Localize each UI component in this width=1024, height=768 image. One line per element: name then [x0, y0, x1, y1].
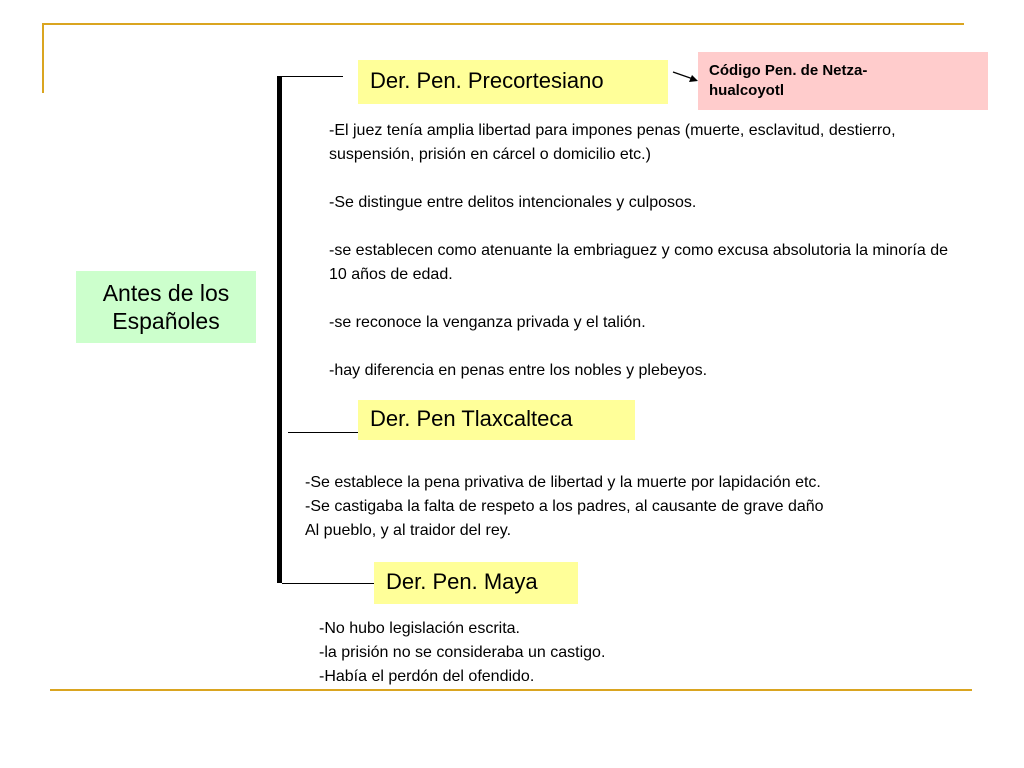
- arrow-icon: [672, 68, 700, 88]
- frame-top-line: [42, 23, 964, 25]
- main-topic-box: [76, 271, 256, 343]
- main-topic-line1: Antes de los: [102, 280, 230, 306]
- list-item: -se establecen como atenuante la embriaguez y como excusa absolutoria la minoría de 10 años de edad.: [329, 242, 949, 283]
- connector-tlaxcalteca: [288, 432, 358, 433]
- maya-title-box: Der. Pen. Maya: [374, 562, 578, 604]
- list-item: -Se establece la pena privativa de libertad y la muerte por lapidación etc.: [305, 474, 821, 491]
- main-topic-line2: Españoles: [112, 308, 220, 334]
- codigo-note-box: [698, 52, 988, 110]
- list-item: -No hubo legislación escrita.: [319, 620, 520, 637]
- bracket-vertical-line: [277, 76, 282, 583]
- list-item: Al pueblo, y al traidor del rey.: [305, 522, 512, 539]
- connector-maya: [282, 583, 374, 584]
- frame-left-line: [42, 23, 44, 93]
- precortesiano-title-box: Der. Pen. Precortesiano: [358, 60, 668, 104]
- list-item: -El juez tenía amplia libertad para impones penas (muerte, esclavitud, destierro, suspensión, prisión en cárcel o domicilio etc.): [329, 122, 896, 163]
- list-item: -hay diferencia en penas entre los nobles y plebeyos.: [329, 362, 708, 379]
- list-item: -la prisión no se consideraba un castigo.: [319, 644, 606, 661]
- list-item: -Se distingue entre delitos intencionales y culposos.: [329, 194, 697, 211]
- codigo-note-line1: Código Pen. de Netza-: [709, 62, 868, 79]
- connector-precortesiano: [280, 76, 343, 77]
- list-item: -Se castigaba la falta de respeto a los padres, al causante de grave daño: [305, 498, 824, 515]
- frame-bottom-line: [50, 689, 972, 691]
- maya-list: [319, 617, 819, 689]
- codigo-note-line2: hualcoyotl: [709, 82, 785, 99]
- precortesiano-list: [329, 119, 969, 407]
- tlaxcalteca-list: [305, 471, 985, 543]
- list-item: -se reconoce la venganza privada y el talión.: [329, 314, 646, 331]
- list-item: -Había el perdón del ofendido.: [319, 668, 535, 685]
- tlaxcalteca-title-box: Der. Pen Tlaxcalteca: [358, 400, 635, 440]
